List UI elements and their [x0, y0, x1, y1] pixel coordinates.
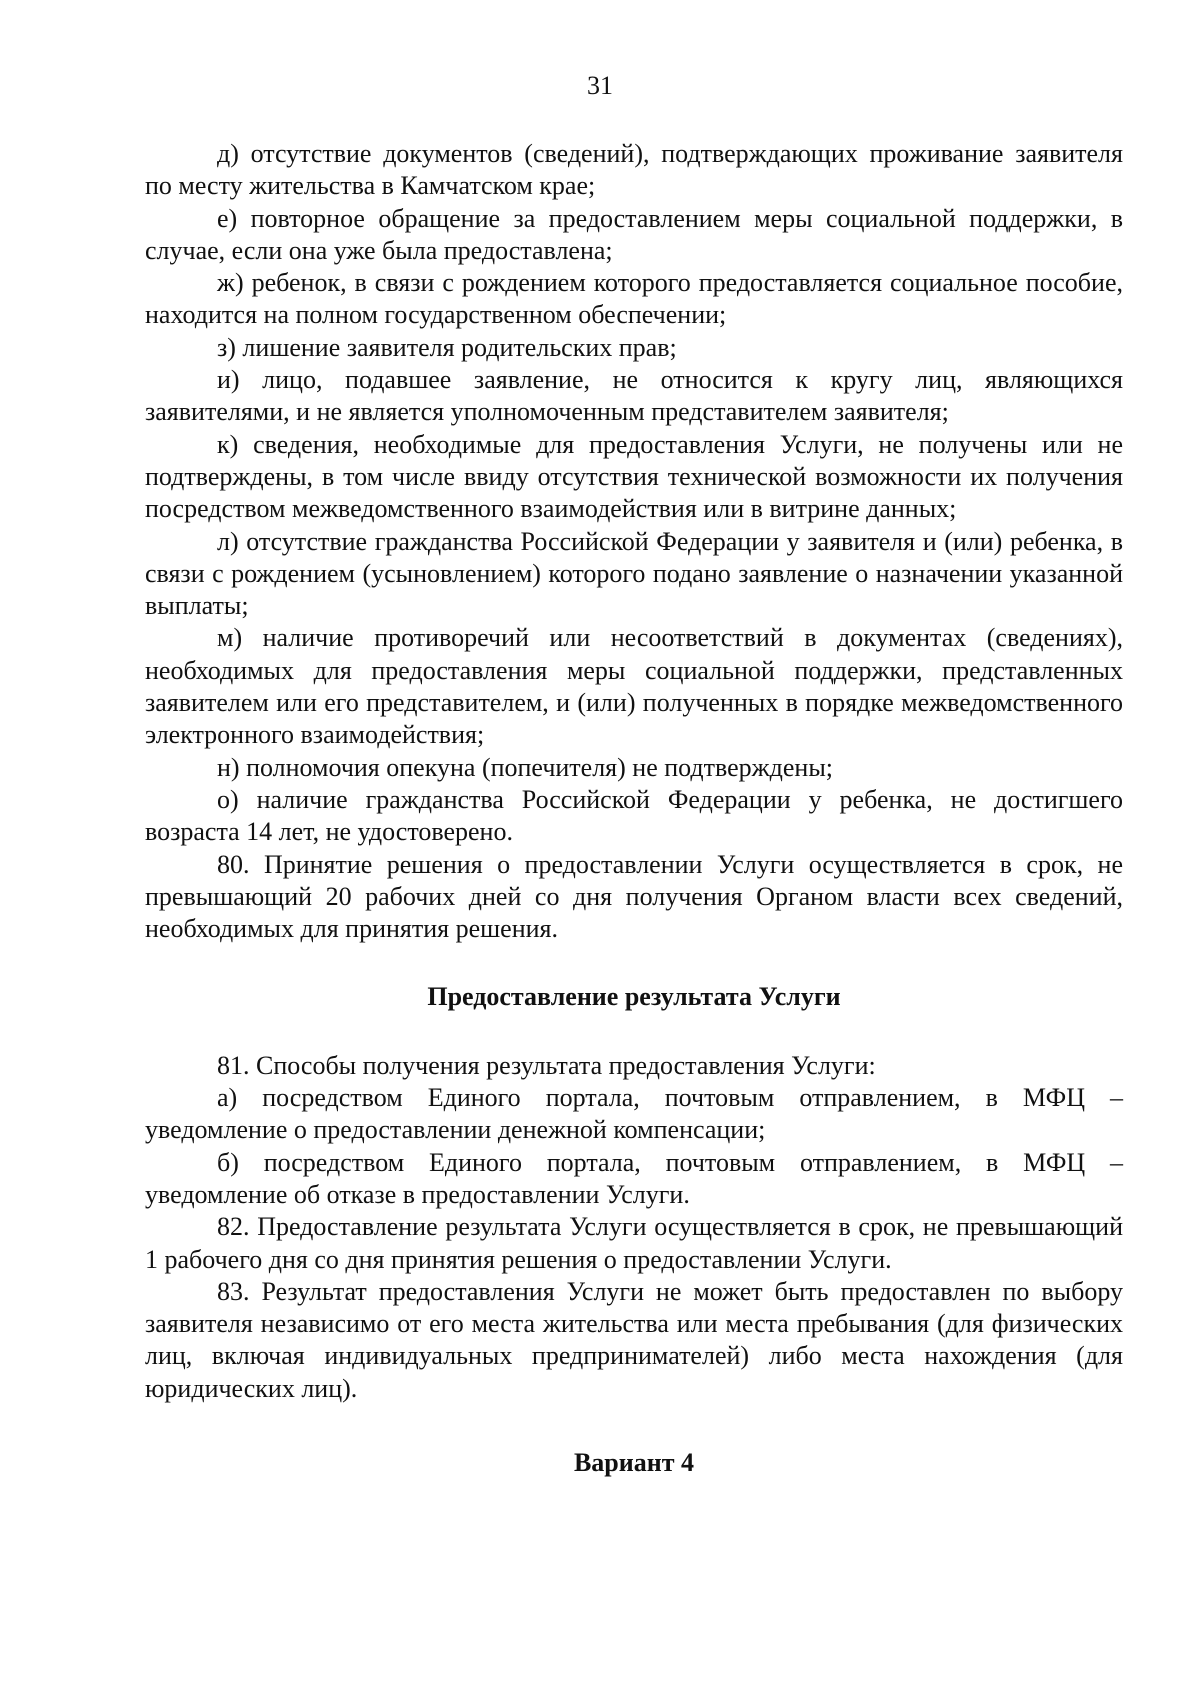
paragraph-item-80: 80. Принятие решения о предоставлении Услуги осуществляется в срок, не превышающий 20 рабочих дней со дня получения Органом власти всех сведений, необходимых для принятия решения.	[145, 849, 1123, 944]
page-number: 31	[587, 71, 613, 100]
paragraph-ground-z: з) лишение заявителя родительских прав;	[217, 332, 677, 362]
paragraph-ground-m: м) наличие противоречий или несоответствий в документах (сведениях), необходимых для предоставления меры социальной поддержки, представленных заявителем или его представителем, и (или) полученных в порядке межведомственного электронного взаимодействия;	[145, 623, 1123, 750]
paragraph-ground-zh: ж) ребенок, в связи с рождением которого предоставляется социальное пособие, находится на полном государственном обеспечении;	[145, 268, 1123, 330]
paragraph-ground-n: н) полномочия опекуна (попечителя) не подтверждены;	[217, 752, 834, 782]
paragraph-item-82: 82. Предоставление результата Услуги осуществляется в срок, не превышающий 1 рабочего дня со дня принятия решения о предоставлении Услуги.	[145, 1212, 1123, 1274]
paragraph-ground-o: о) наличие гражданства Российской Федерации у ребенка, не достигшего возраста 14 лет, не удостоверено.	[145, 784, 1123, 847]
paragraph-item-83: 83. Результат предоставления Услуги не может быть предоставлен по выбору заявителя независимо от его места жительства или места пребывания (для физических лиц, включая индивидуальных предпринимателей) либо места нахождения (для юридических лиц).	[145, 1276, 1123, 1403]
document-body	[145, 138, 1123, 1479]
paragraph-ground-k: к) сведения, необходимые для предоставления Услуги, не получены или не подтверждены, в том числе ввиду отсутствия технической возможности их получения посредством межведомственного взаимодействия или в витрине данных;	[145, 429, 1123, 524]
section-heading-result: Предоставление результата Услуги	[427, 982, 841, 1012]
paragraph-ground-l: л) отсутствие гражданства Российской Федерации у заявителя и (или) ребенка, в связи с рождением (усыновлением) которого подано заявление о назначении указанной выплаты;	[145, 526, 1123, 621]
section-heading-variant: Вариант 4	[573, 1447, 695, 1477]
paragraph-item-81: 81. Способы получения результата предоставления Услуги:	[217, 1050, 876, 1080]
paragraph-item-81-b: б) посредством Единого портала, почтовым отправлением, в МФЦ – уведомление об отказе в предоставлении Услуги.	[145, 1147, 1123, 1209]
paragraph-ground-i: и) лицо, подавшее заявление, не относится к кругу лиц, являющихся заявителями, и не является уполномоченным представителем заявителя;	[145, 365, 1123, 427]
paragraph-item-81-a: а) посредством Единого портала, почтовым отправлением, в МФЦ – уведомление о предоставлении денежной компенсации;	[145, 1083, 1123, 1145]
paragraph-ground-d: д) отсутствие документов (сведений), подтверждающих проживание заявителя по месту жительства в Камчатском крае;	[145, 139, 1123, 201]
paragraph-ground-e: е) повторное обращение за предоставлением меры социальной поддержки, в случае, если она уже была предоставлена;	[145, 203, 1123, 265]
